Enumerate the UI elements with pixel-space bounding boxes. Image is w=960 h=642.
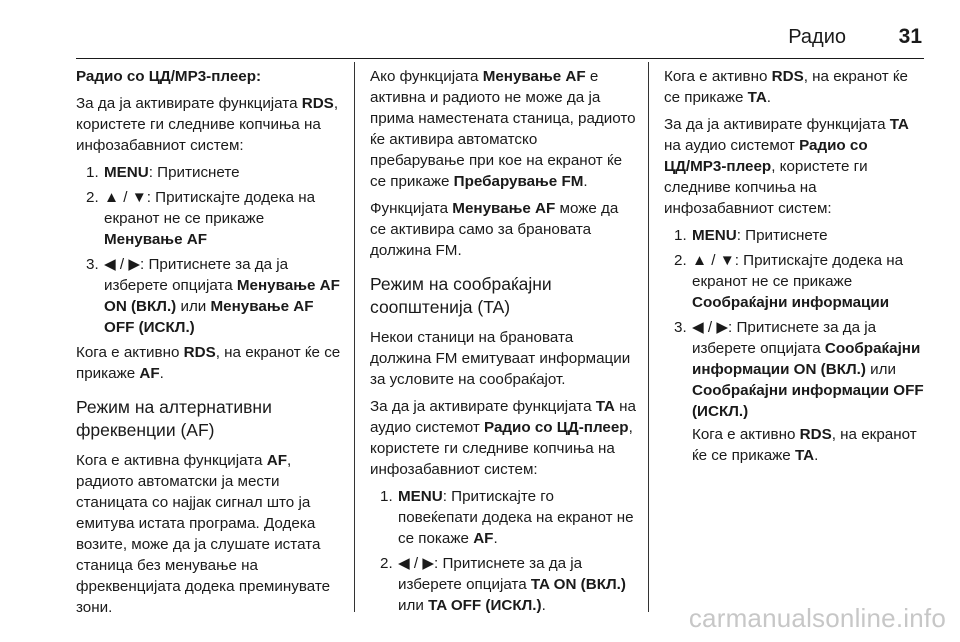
paragraph: За да ја активирате функцијата TA на аудио системот Радио со ЦД-плеер, користете ги следниве копчиња на инфозабавниот систем:	[370, 398, 636, 478]
steps-list	[370, 486, 636, 616]
step-item: 3. ◀ / ▶: Притиснете за да ја изберете опцијата Менување AF ON (ВКЛ.) или Менување AF OFF (ИСКЛ.)	[86, 256, 340, 336]
step-note: Кога е активно RDS, на екранот ќе се прикаже TA.	[692, 426, 917, 464]
paragraph: Некои станици на брановата должина FM емитуваат информации за условите на сообраќајот.	[370, 329, 631, 388]
paragraph: За да ја активирате функцијата TA на аудио системот Радио со ЦД/MP3-плеер, користете ги следниве копчиња на инфозабавниот систем:	[664, 116, 909, 217]
section-title: Режим на алтернативни фреквенции (AF)	[76, 397, 272, 440]
column-divider	[354, 62, 355, 612]
column-3	[664, 66, 928, 470]
column-divider	[648, 62, 649, 612]
subheading: Радио со ЦД/MP3-плеер:	[76, 68, 262, 85]
paragraph: Ако функцијата Менување AF е активна и радиото не може да ја прима наместената станица, радиото ќе активира автоматско пребарување при кое на екранот ќе се прикаже Пребарување FM.	[370, 68, 636, 190]
steps-list	[76, 162, 346, 338]
paragraph: Кога е активно RDS, на екранот ќе се прикаже TA.	[664, 68, 908, 106]
step-item: 1. MENU: Притиснете	[86, 164, 240, 181]
step-item: 2. ◀ / ▶: Притиснете за да ја изберете опцијата TA ON (ВКЛ.) или TA OFF (ИСКЛ.).	[380, 555, 626, 614]
page-header	[76, 26, 924, 59]
step-item: 2. ▲ / ▼: Притискајте додека на екранот не се прикаже Сообраќајни информации	[674, 252, 904, 311]
header-title: Радио	[788, 26, 846, 48]
paragraph: За да ја активирате функцијата RDS, користете ги следниве копчиња на инфозабавниот систем:	[76, 95, 339, 154]
column-1	[76, 66, 346, 624]
paragraph: Кога е активно RDS, на екранот ќе се прикаже AF.	[76, 344, 341, 382]
steps-list	[664, 225, 928, 466]
step-item: 3. ◀ / ▶: Притиснете за да ја изберете опцијата Сообраќајни информации ON (ВКЛ.) или Сообраќајни информации OFF (ИСКЛ.) Кога е активно RDS, на екранот ќе се прикаже TA.	[664, 317, 928, 466]
step-item: 1. MENU: Притиснете	[674, 227, 828, 244]
paragraph: Функцијата Менување AF може да се активира само за брановата должина FM.	[370, 200, 619, 259]
watermark: carmanualsonline.info	[688, 603, 946, 633]
page-number: 31	[898, 25, 922, 48]
step-item: 1. MENU: Притискајте го повеќепати додека на екранот не се покаже AF.	[380, 488, 634, 547]
column-2	[370, 66, 636, 620]
section-title: Режим на сообраќајни соопштенија (TA)	[370, 274, 552, 317]
paragraph: Кога е активна функцијата AF, радиото автоматски ја мести станицата со најјак сигнал што ја емитува истата програма. Додека возите, може да ја слушате истата станица без менување на фреквенцијата додека преминувате зони.	[76, 452, 331, 616]
step-item: 2. ▲ / ▼: Притискајте додека на екранот не се прикаже Менување AF	[86, 189, 316, 248]
